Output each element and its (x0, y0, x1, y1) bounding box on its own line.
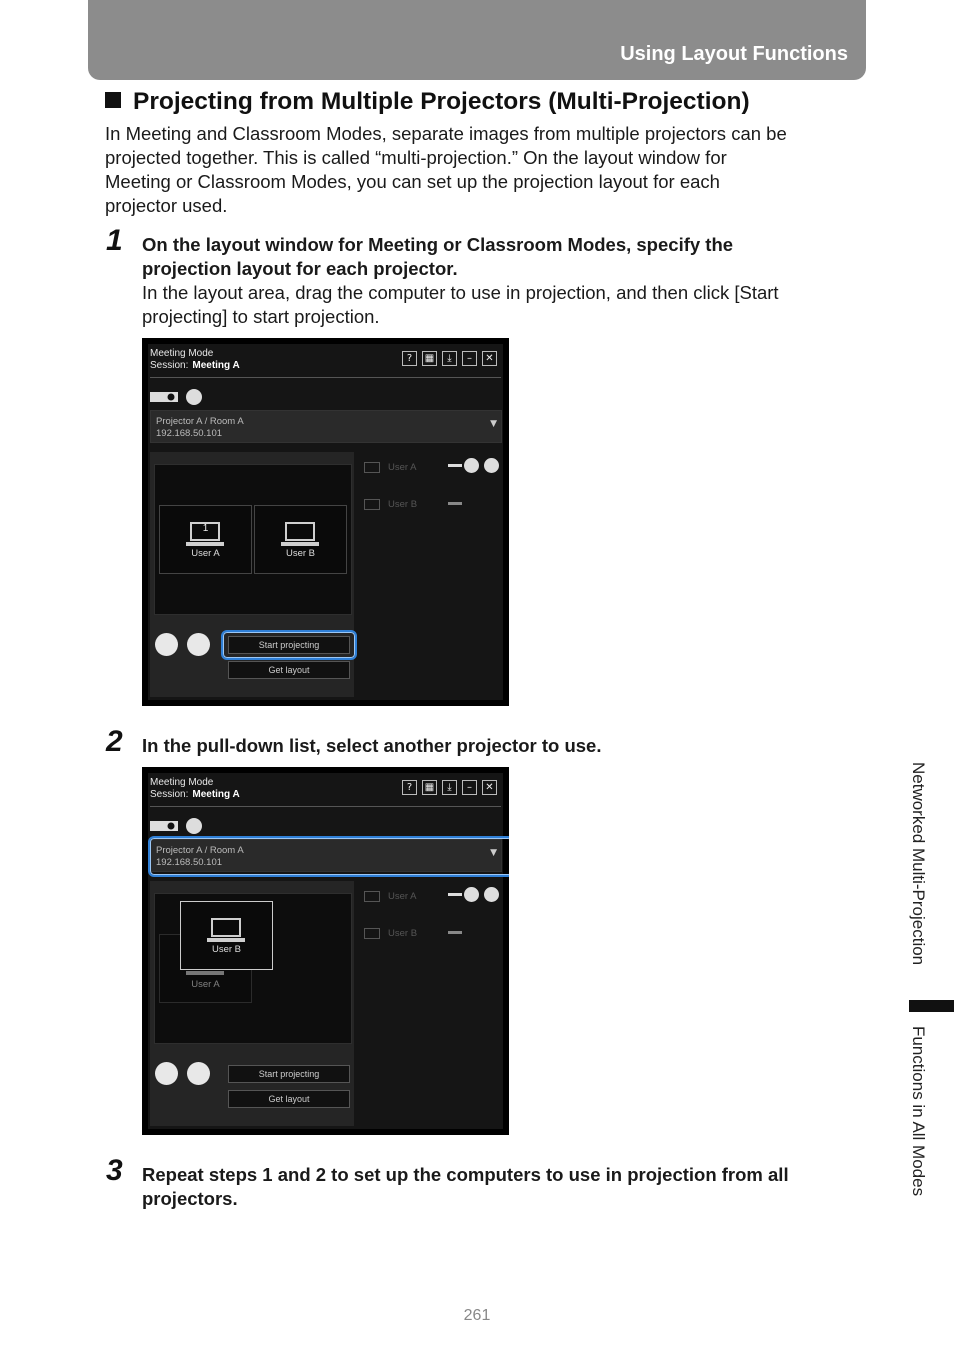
page-number: 261 (463, 1307, 491, 1324)
step-bold-line: On the layout window for Meeting or Classroom Modes, specify the (142, 234, 734, 255)
computer-base (207, 938, 245, 942)
signal-indicator (448, 931, 462, 934)
header-bar (88, 0, 866, 80)
layout-area[interactable] (154, 893, 352, 1044)
bullet-square-icon (105, 92, 121, 108)
close-icon[interactable]: ✕ (482, 351, 497, 366)
user-name: User B (388, 928, 418, 940)
computer-icon (364, 928, 380, 939)
session-value: Meeting A (192, 789, 240, 800)
no-display-status-icon[interactable] (464, 458, 479, 473)
section-title-text: Projecting from Multiple Projectors (Multi-Projection) (133, 88, 750, 115)
layout-area[interactable] (154, 464, 352, 615)
layout-window-screenshot (142, 767, 509, 1135)
projector-dropdown[interactable] (150, 410, 502, 443)
signal-indicator (448, 464, 462, 467)
projector-icon[interactable] (150, 392, 178, 402)
download-icon[interactable]: ⤓ (442, 780, 457, 795)
divider (150, 377, 501, 378)
side-tab-functions[interactable]: Functions in All Modes (909, 1026, 928, 1197)
chevron-down-icon: ▼ (490, 848, 497, 858)
grid-icon[interactable]: ▦ (422, 351, 437, 366)
computer-icon (364, 462, 380, 473)
info-icon[interactable] (187, 1062, 210, 1085)
intro-paragraph (105, 122, 865, 218)
window-body (148, 344, 503, 700)
get-layout-button[interactable]: Get layout (228, 661, 350, 679)
user-name: User A (388, 891, 417, 903)
step-text (142, 734, 862, 758)
mode-label: Meeting Mode (150, 348, 214, 359)
step-number: 2 (106, 725, 123, 758)
signal-indicator (448, 502, 462, 505)
intro-line: Meeting or Classroom Modes, you can set up the projection layout for each (105, 171, 720, 192)
step-text (142, 233, 862, 329)
user-list-item[interactable] (364, 499, 417, 510)
get-layout-button[interactable]: Get layout (228, 1090, 350, 1108)
computer-label: User B (211, 944, 242, 955)
start-projecting-button[interactable]: Start projecting (228, 636, 350, 654)
no-display-status-icon[interactable] (464, 887, 479, 902)
window-body (148, 773, 503, 1129)
intro-line: projected together. This is called “multi-projection.” On the layout window for (105, 147, 727, 168)
side-tab-marker (909, 1000, 954, 1012)
projector-icon[interactable] (150, 821, 178, 831)
layout-panel (150, 452, 354, 697)
step-bold-line: In the pull-down list, select another projector to use. (142, 735, 602, 756)
info-icon[interactable] (187, 633, 210, 656)
session-value: Meeting A (192, 360, 240, 371)
projection-number: 1 (202, 523, 209, 534)
user-list-item[interactable] (364, 891, 417, 902)
layout-panel (150, 881, 354, 1126)
computer-label: User A (191, 548, 220, 559)
computer-base (186, 971, 224, 975)
no-display-icon[interactable] (155, 633, 178, 656)
presenter-status-icon[interactable] (484, 887, 499, 902)
computer-icon (364, 499, 380, 510)
step-bold-line: projection layout for each projector. (142, 258, 458, 279)
computer-icon (364, 891, 380, 902)
section-title (105, 88, 750, 116)
minimize-icon[interactable]: – (462, 780, 477, 795)
intro-line: In Meeting and Classroom Modes, separate images from multiple projectors can be (105, 123, 787, 144)
session-label: Session: (150, 789, 189, 800)
list-icon[interactable] (186, 818, 202, 834)
projector-dropdown[interactable] (150, 839, 502, 872)
step-line: In the layout area, drag the computer to use in projection, and then click [Start (142, 282, 779, 303)
side-tab-networked[interactable]: Networked Multi-Projection (909, 762, 928, 966)
intro-line: projector used. (105, 195, 228, 216)
divider (150, 806, 501, 807)
start-projecting-button[interactable]: Start projecting (228, 1065, 350, 1083)
chevron-down-icon: ▼ (490, 419, 497, 429)
user-list-item[interactable] (364, 928, 417, 939)
list-icon[interactable] (186, 389, 202, 405)
step-line: projecting] to start projection. (142, 306, 380, 327)
no-display-icon[interactable] (155, 1062, 178, 1085)
step-number: 1 (106, 224, 123, 257)
layout-computer-box[interactable] (254, 505, 347, 574)
header-title: Using Layout Functions (620, 43, 848, 65)
step-bold-line: projectors. (142, 1188, 238, 1209)
computer-label: User B (285, 548, 316, 559)
user-name: User A (388, 462, 417, 474)
user-list-item[interactable] (364, 462, 417, 473)
step-text (142, 1163, 862, 1211)
session-label: Session: (150, 360, 189, 371)
dropdown-ip-address: 192.168.50.101 (156, 857, 223, 868)
close-icon[interactable]: ✕ (482, 780, 497, 795)
computer-label: User A (191, 979, 220, 990)
help-icon[interactable]: ? (402, 780, 417, 795)
window-title (150, 348, 240, 372)
user-name: User B (388, 499, 418, 511)
computer-base (186, 542, 224, 546)
download-icon[interactable]: ⤓ (442, 351, 457, 366)
computer-icon (285, 522, 315, 541)
dropdown-projector-name: Projector A / Room A (156, 416, 244, 427)
signal-indicator (448, 893, 462, 896)
presenter-status-icon[interactable] (484, 458, 499, 473)
window-title (150, 777, 240, 801)
minimize-icon[interactable]: – (462, 351, 477, 366)
computer-base (281, 542, 319, 546)
grid-icon[interactable]: ▦ (422, 780, 437, 795)
step-bold-line: Repeat steps 1 and 2 to set up the computers to use in projection from all (142, 1164, 789, 1185)
dropdown-projector-name: Projector A / Room A (156, 845, 244, 856)
computer-icon (211, 918, 241, 937)
layout-computer-box-dragged[interactable] (180, 901, 273, 970)
step-number: 3 (106, 1154, 123, 1187)
dropdown-ip-address: 192.168.50.101 (156, 428, 223, 439)
mode-label: Meeting Mode (150, 777, 214, 788)
layout-window-screenshot (142, 338, 509, 706)
help-icon[interactable]: ? (402, 351, 417, 366)
layout-computer-box[interactable] (159, 505, 252, 574)
